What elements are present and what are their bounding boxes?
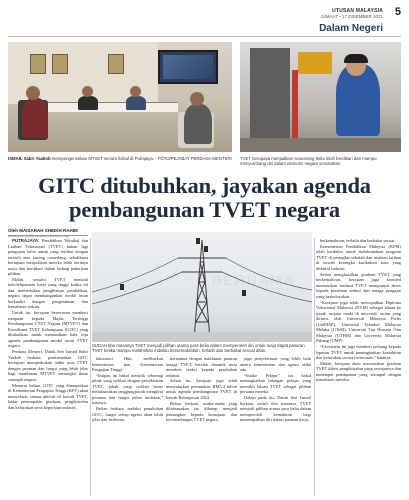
person	[126, 96, 146, 110]
column-divider	[90, 238, 91, 496]
paragraph: “Kerajaan juga telah mewujudkan Diploma Vokasional Malaysia (DVM) sebagai laluan ke ijazah sarjana muda di universiti awam yang dirintis oleh Universiti Malaysia Perlis (UniMAP), Universiti Teknikal Malaysia Melaka (UTeM), Universiti Tun Hussein Onn Malaysia (UTHM) dan Universiti Malaysia Pahang (UMP).	[316, 299, 401, 344]
paragraph: Perdana Menteri, Datuk Seri Ismail Sabri Yaakob berkata, pembentukan GITC bertujuan memperkukuh tadbir urus TVET dengan peranan dan fungsi yang lebih jelas bagi membantu MTVET merangka dasar strategik negara.	[8, 349, 88, 382]
paragraph: “Intake Pelajar” ini bakal meningkatkan bilangan pelajar yang memilih laluan TVET sebagai pilihan pertama mereka.	[240, 372, 311, 395]
column-divider	[314, 238, 315, 496]
photo-watermark: BERNAMA	[212, 272, 296, 288]
article-column-4	[240, 356, 311, 496]
paragraph: Menurut beliau, GITC yang ditempatkan di Kementerian Pengajian Tinggi (KPT) akan menyelaras semua aktiviti di bawah TVET, kadar penempatan graduan, pengiktirafan dan kelayakan serta keperluan industri.	[8, 382, 88, 410]
person-head	[26, 86, 40, 100]
headline-line: pembangunan TVET negara	[69, 197, 340, 222]
dateline: PUTRAJAYA:	[12, 238, 40, 243]
paragraph: Kementerian Pendidikan Malaysia (KPM) telah berdaftar untuk melaksanakan program TVET di peringkat sekolah dan institusi latihan di bawah kerangka kurikulum baru yang diiktiraf industri.	[316, 243, 401, 271]
portrait-frame	[108, 54, 124, 74]
video-screen	[158, 50, 218, 84]
person	[184, 104, 212, 144]
paragraph: “Ekosistem ini juga memberi peluang kepada lepasan TVET untuk meningkatkan kemahiran dan kelayakan secara berterusan,” katanya.	[316, 344, 401, 361]
paragraph	[8, 238, 88, 277]
caption-text: mempengerusikan MTVET secara fizikal di Putrajaya. - FOTO/PEJABAT PERDANA MENTERI	[50, 156, 232, 161]
paragraph: Malah, kerajaan akan memastikan graduan TVET diberi pengiktirafan yang sewajarnya dan mendapat pendapatan yang setimpal dengan kemahiran mereka.	[316, 360, 401, 383]
person-head	[82, 86, 93, 97]
paragraph: bermakna dengan maklumat pasaran tenaga TVET, bersifat dinamik serta memberi reaksi kepada perubahan industri.	[166, 356, 237, 378]
machine	[250, 48, 290, 138]
paragraph: laboratori Hub, melibatkan kementerian dan Kementerian Pengajian Tinggi.	[92, 356, 163, 372]
person	[22, 98, 48, 138]
paragraph: berkemahiran, terlatih dan berbakat sesuai.	[320, 238, 396, 243]
headline-line: GITC ditubuhkan, jayakan agenda	[38, 173, 371, 198]
person	[78, 96, 98, 110]
person-head	[130, 86, 141, 97]
byline-divider	[8, 235, 88, 236]
paragraph: Selain menghasilkan graduan TVET yang berkemahiran, kerajaan juga komited memastikan institusi TVET mempunyai akses kepada peralatan terkini dan tenaga pengajar yang berkelayakan.	[316, 271, 401, 299]
meeting-photo	[8, 42, 232, 152]
paragraph: juga penyelarasan yang lebih baik antara kementerian dan agensi sedia ada.	[240, 356, 311, 372]
byline-author: Oleh MAISARAH SHEIKH RAHIM	[8, 228, 78, 233]
equipment	[298, 52, 332, 74]
tower-illustration	[92, 232, 312, 342]
paragraph: “Intipati ini bakal menarik sebarang pihak yang terlibat dengan persekitaran TVET, pihak yang terlibat harus melaksanakan tanggungjawab mengikut peranan dan fungsi pelan tindakan,” katanya.	[92, 372, 163, 406]
byline-email: utusannews@mediamulia.com.my	[8, 233, 69, 238]
publication-name: UTUSAN MALAYSIA	[332, 8, 383, 14]
floor	[240, 138, 401, 152]
paragraph-text: Pendidikan Teknikal dan Latihan Vokasional (TVET) bukan lagi pengajian belia untuk yang terlibat dengan tersisih atau kurang cemerlang, sebaliknya bertujuan menjadikan mereka lebih berdaya maju dan berdikari dalam bidang pekerjaan pilihan.	[8, 238, 88, 276]
article-column-5	[316, 238, 401, 496]
trainee-cap	[344, 54, 368, 63]
photo2-caption: TVET berupaya menjadikan seseorang belia lebih berdikari dan mampu menyumbang diri dalam ekonomi negara semarakan.	[240, 156, 377, 167]
article-column-3	[166, 356, 237, 496]
paragraph: Malah, sesuatu TVET menjadi kebolehpasaran kerja yang tinggi ketika ini dan memerlukan penglibatan pendidikan, negara dapat membangunkan modal insan berkualiti dengan pengetahuan dan kemahiran terkini.	[8, 276, 88, 310]
paragraph: Selain itu, kerajaan juga telah menyalurkan peruntukan RM5.4 bilion untuk agenda pembangunan TVET di bawah Belanjawan 2022.	[166, 378, 237, 400]
paragraph: Beliau berkata, melalui penubuhan GITC, fungsi setiap agensi akan lebih jelas dan berkesan.	[92, 406, 163, 423]
headline	[8, 174, 401, 222]
publication-date: JUMAAT • 17 DISEMBER 2021	[320, 14, 383, 19]
person-head	[190, 92, 204, 106]
portrait-frame	[52, 54, 68, 74]
paragraph: Beliau berkata, usaha-usaha yang dilaksanakan ini diharap menjadi pemangkin kepada kemajuan dan kecemerlangan TVET negara.	[166, 400, 237, 423]
paragraph: Dalam pada itu, Datuk Seri Ismail berkata, sudah tiba masanya TVET menjadi pilihan utama para belia dalam memperoleh kemahiran bagi menempatkan diri dalam pasaran kerja.	[240, 395, 311, 423]
page-number: 5	[394, 6, 401, 18]
powerline-photo	[92, 232, 312, 342]
equipment-arm	[292, 70, 298, 140]
trainee-photo	[240, 42, 401, 152]
portrait-frame	[30, 54, 46, 74]
section-title: Dalam Negeri	[319, 23, 383, 34]
header-divider	[8, 36, 401, 37]
caption-lead: ISMAIL Sabri Yaakob	[8, 156, 51, 161]
paragraph: Untuk itu, kerajaan berterusan memberi tumpuan kepada Majlis Tertinggi Pembangunan TVET Negara (MTVET) dan Koordinasi TVET Kebangsaan (GITC) yang ditubuhkan untuk memastikan hala tuju agenda pembangunan modal insan TVET negara.	[8, 310, 88, 349]
masthead	[8, 6, 401, 34]
article-column-2	[92, 356, 163, 496]
meeting-table	[48, 102, 178, 112]
photo3-caption: SUDAH tiba masanya TVET menjadi pilihan utama para belia dalam memperoleh diri untuk maju dapat pasaran TVET ketika mampu melahirkan individu bersemakrakan, terlatih dan berbakat sesuai ditas.	[92, 343, 305, 354]
byline	[8, 228, 88, 238]
photo1-caption	[8, 156, 232, 161]
article-column-1	[8, 238, 88, 496]
